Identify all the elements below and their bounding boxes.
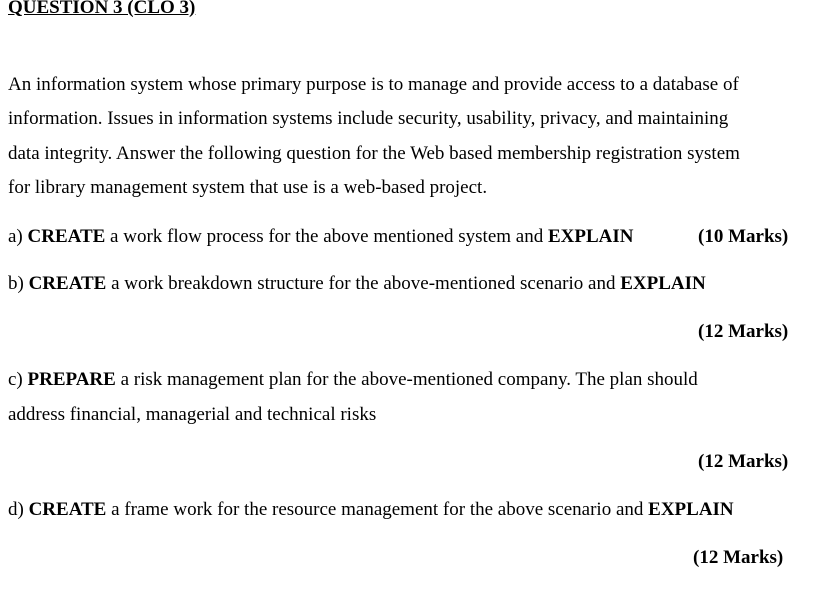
question-c bbox=[8, 369, 698, 391]
question-b-marks: (12 Marks) bbox=[698, 321, 789, 342]
question-d bbox=[8, 499, 734, 521]
question-a-text: a work flow process for the above mentioned system and bbox=[105, 226, 548, 247]
question-c-line-2: address financial, managerial and technical risks bbox=[8, 404, 377, 425]
question-d-verb: CREATE bbox=[28, 499, 107, 520]
intro-line-4: for library management system that use is a web-based project. bbox=[8, 177, 488, 198]
question-d-text: a frame work for the resource management for the above scenario and bbox=[106, 499, 649, 520]
question-b-verb: CREATE bbox=[28, 273, 107, 294]
question-d-prefix: d) bbox=[8, 499, 29, 520]
question-c-text: a risk management plan for the above-mentioned company. The plan should bbox=[115, 369, 698, 390]
intro-line-1: An information system whose primary purpose is to manage and provide access to a database of bbox=[8, 74, 739, 95]
question-c-marks: (12 Marks) bbox=[698, 451, 789, 472]
question-b bbox=[8, 273, 706, 295]
intro-line-3: data integrity. Answer the following question for the Web based membership registration system bbox=[8, 143, 740, 164]
question-c-verb: PREPARE bbox=[27, 369, 116, 390]
question-a bbox=[8, 226, 634, 248]
question-d-marks: (12 Marks) bbox=[693, 547, 784, 568]
intro-line-2: information. Issues in information systems include security, usability, privacy, and maintaining bbox=[8, 108, 729, 129]
question-d-explain: EXPLAIN bbox=[648, 499, 734, 520]
question-a-verb: CREATE bbox=[27, 226, 106, 247]
question-heading: QUESTION 3 (CLO 3) bbox=[8, 0, 196, 18]
question-c-prefix: c) bbox=[8, 369, 28, 390]
question-b-text: a work breakdown structure for the above-mentioned scenario and bbox=[106, 273, 621, 294]
question-a-marks: (10 Marks) bbox=[698, 226, 789, 247]
question-b-explain: EXPLAIN bbox=[620, 273, 706, 294]
question-a-prefix: a) bbox=[8, 226, 28, 247]
question-a-explain: EXPLAIN bbox=[547, 226, 634, 247]
question-b-prefix: b) bbox=[8, 273, 29, 294]
